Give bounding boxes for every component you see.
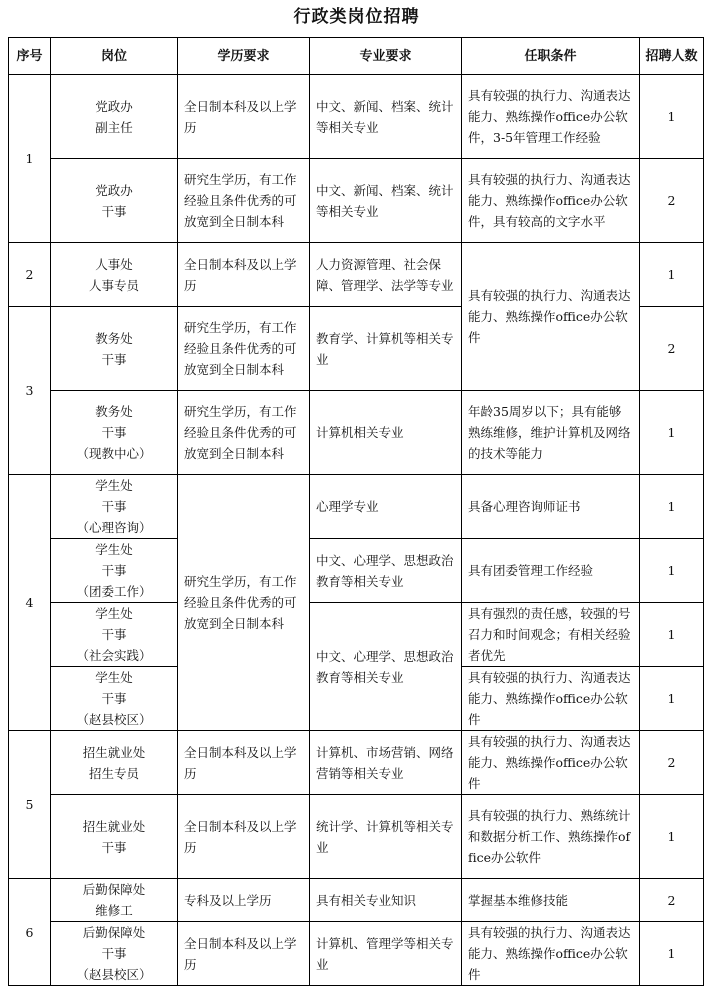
- count-cell: 2: [640, 159, 704, 243]
- count-cell: 1: [640, 603, 704, 667]
- post-cell: 后勤保障处 干事 （赵县校区）: [51, 922, 178, 986]
- table-row: [9, 391, 704, 475]
- row-no: 3: [9, 307, 51, 475]
- table-row: [9, 539, 704, 603]
- post-cell: 教务处 干事 （现教中心）: [51, 391, 178, 475]
- post-cell: 人事处 人事专员: [51, 243, 178, 307]
- education-cell: 全日制本科及以上学历: [178, 731, 310, 795]
- header-count: 招聘人数: [640, 38, 704, 75]
- conditions-cell: 具备心理咨询师证书: [462, 475, 640, 539]
- recruitment-table: [8, 37, 704, 986]
- row-no: 1: [9, 75, 51, 243]
- education-cell: 全日制本科及以上学历: [178, 795, 310, 879]
- conditions-cell: 具有较强的执行力、沟通表达能力、熟练操作office办公软件，具有较高的文字水平: [462, 159, 640, 243]
- post-cell: 学生处 干事 （团委工作）: [51, 539, 178, 603]
- major-cell: 统计学、计算机等相关专业: [310, 795, 462, 879]
- table-header-row: [9, 38, 704, 75]
- conditions-cell: 具有强烈的责任感，较强的号召力和时间观念；有相关经验者优先: [462, 603, 640, 667]
- header-major: 专业要求: [310, 38, 462, 75]
- count-cell: 1: [640, 667, 704, 731]
- major-cell: 心理学专业: [310, 475, 462, 539]
- education-cell: 研究生学历，有工作经验且条件优秀的可放宽到全日制本科: [178, 307, 310, 391]
- education-cell: 研究生学历，有工作经验且条件优秀的可放宽到全日制本科: [178, 159, 310, 243]
- major-cell: 计算机、市场营销、网络营销等相关专业: [310, 731, 462, 795]
- major-cell: 中文、新闻、档案、统计等相关专业: [310, 159, 462, 243]
- header-no: 序号: [9, 38, 51, 75]
- major-cell: 人力资源管理、社会保障、管理学、法学等专业: [310, 243, 462, 307]
- header-education: 学历要求: [178, 38, 310, 75]
- count-cell: 1: [640, 922, 704, 986]
- post-cell: 教务处 干事: [51, 307, 178, 391]
- major-cell: 中文、新闻、档案、统计等相关专业: [310, 75, 462, 159]
- education-cell: 全日制本科及以上学历: [178, 75, 310, 159]
- table-row: [9, 243, 704, 307]
- conditions-cell: 具有较强的执行力、沟通表达能力、熟练操作office办公软件: [462, 667, 640, 731]
- education-cell: 研究生学历，有工作经验且条件优秀的可放宽到全日制本科: [178, 475, 310, 731]
- count-cell: 1: [640, 75, 704, 159]
- table-row: [9, 795, 704, 879]
- major-cell: 中文、心理学、思想政治教育等相关专业: [310, 539, 462, 603]
- row-no: 2: [9, 243, 51, 307]
- conditions-cell: 具有较强的执行力、熟练统计和数据分析工作、熟练操作office办公软件: [462, 795, 640, 879]
- table-row: [9, 75, 704, 159]
- table-row: [9, 731, 704, 795]
- conditions-cell: 具有较强的执行力、沟通表达能力、熟练操作office办公软件: [462, 922, 640, 986]
- conditions-cell: 掌握基本维修技能: [462, 879, 640, 922]
- row-no: 6: [9, 879, 51, 986]
- row-no: 4: [9, 475, 51, 731]
- post-cell: 学生处 干事 （社会实践）: [51, 603, 178, 667]
- major-cell: 计算机、管理学等相关专业: [310, 922, 462, 986]
- count-cell: 1: [640, 795, 704, 879]
- count-cell: 1: [640, 539, 704, 603]
- header-post: 岗位: [51, 38, 178, 75]
- table-row: [9, 475, 704, 539]
- row-no: 5: [9, 731, 51, 879]
- post-cell: 后勤保障处 维修工: [51, 879, 178, 922]
- count-cell: 1: [640, 243, 704, 307]
- post-cell: 党政办 副主任: [51, 75, 178, 159]
- count-cell: 2: [640, 307, 704, 391]
- conditions-cell: 年龄35周岁以下；具有能够熟练维修，维护计算机及网络的技术等能力: [462, 391, 640, 475]
- conditions-cell: 具有较强的执行力、沟通表达能力、熟练操作office办公软件: [462, 731, 640, 795]
- conditions-cell: 具有较强的执行力、沟通表达能力、熟练操作office办公软件，3-5年管理工作经验: [462, 75, 640, 159]
- count-cell: 1: [640, 391, 704, 475]
- count-cell: 2: [640, 879, 704, 922]
- table-row: [9, 159, 704, 243]
- post-cell: 招生就业处 干事: [51, 795, 178, 879]
- post-cell: 学生处 干事 （赵县校区）: [51, 667, 178, 731]
- major-cell: 具有相关专业知识: [310, 879, 462, 922]
- major-cell: 教育学、计算机等相关专业: [310, 307, 462, 391]
- post-cell: 学生处 干事 （心理咨询）: [51, 475, 178, 539]
- education-cell: 全日制本科及以上学历: [178, 922, 310, 986]
- count-cell: 1: [640, 475, 704, 539]
- education-cell: 专科及以上学历: [178, 879, 310, 922]
- table-row: [9, 603, 704, 667]
- count-cell: 2: [640, 731, 704, 795]
- post-cell: 党政办 干事: [51, 159, 178, 243]
- table-row: [9, 879, 704, 922]
- education-cell: 全日制本科及以上学历: [178, 243, 310, 307]
- conditions-cell: 具有较强的执行力、沟通表达能力、熟练操作office办公软件: [462, 243, 640, 391]
- page-title: 行政类岗位招聘: [293, 7, 420, 27]
- education-cell: 研究生学历，有工作经验且条件优秀的可放宽到全日制本科: [178, 391, 310, 475]
- major-cell: 计算机相关专业: [310, 391, 462, 475]
- major-cell: 中文、心理学、思想政治教育等相关专业: [310, 603, 462, 731]
- header-conditions: 任职条件: [462, 38, 640, 75]
- post-cell: 招生就业处 招生专员: [51, 731, 178, 795]
- conditions-cell: 具有团委管理工作经验: [462, 539, 640, 603]
- table-row: [9, 922, 704, 986]
